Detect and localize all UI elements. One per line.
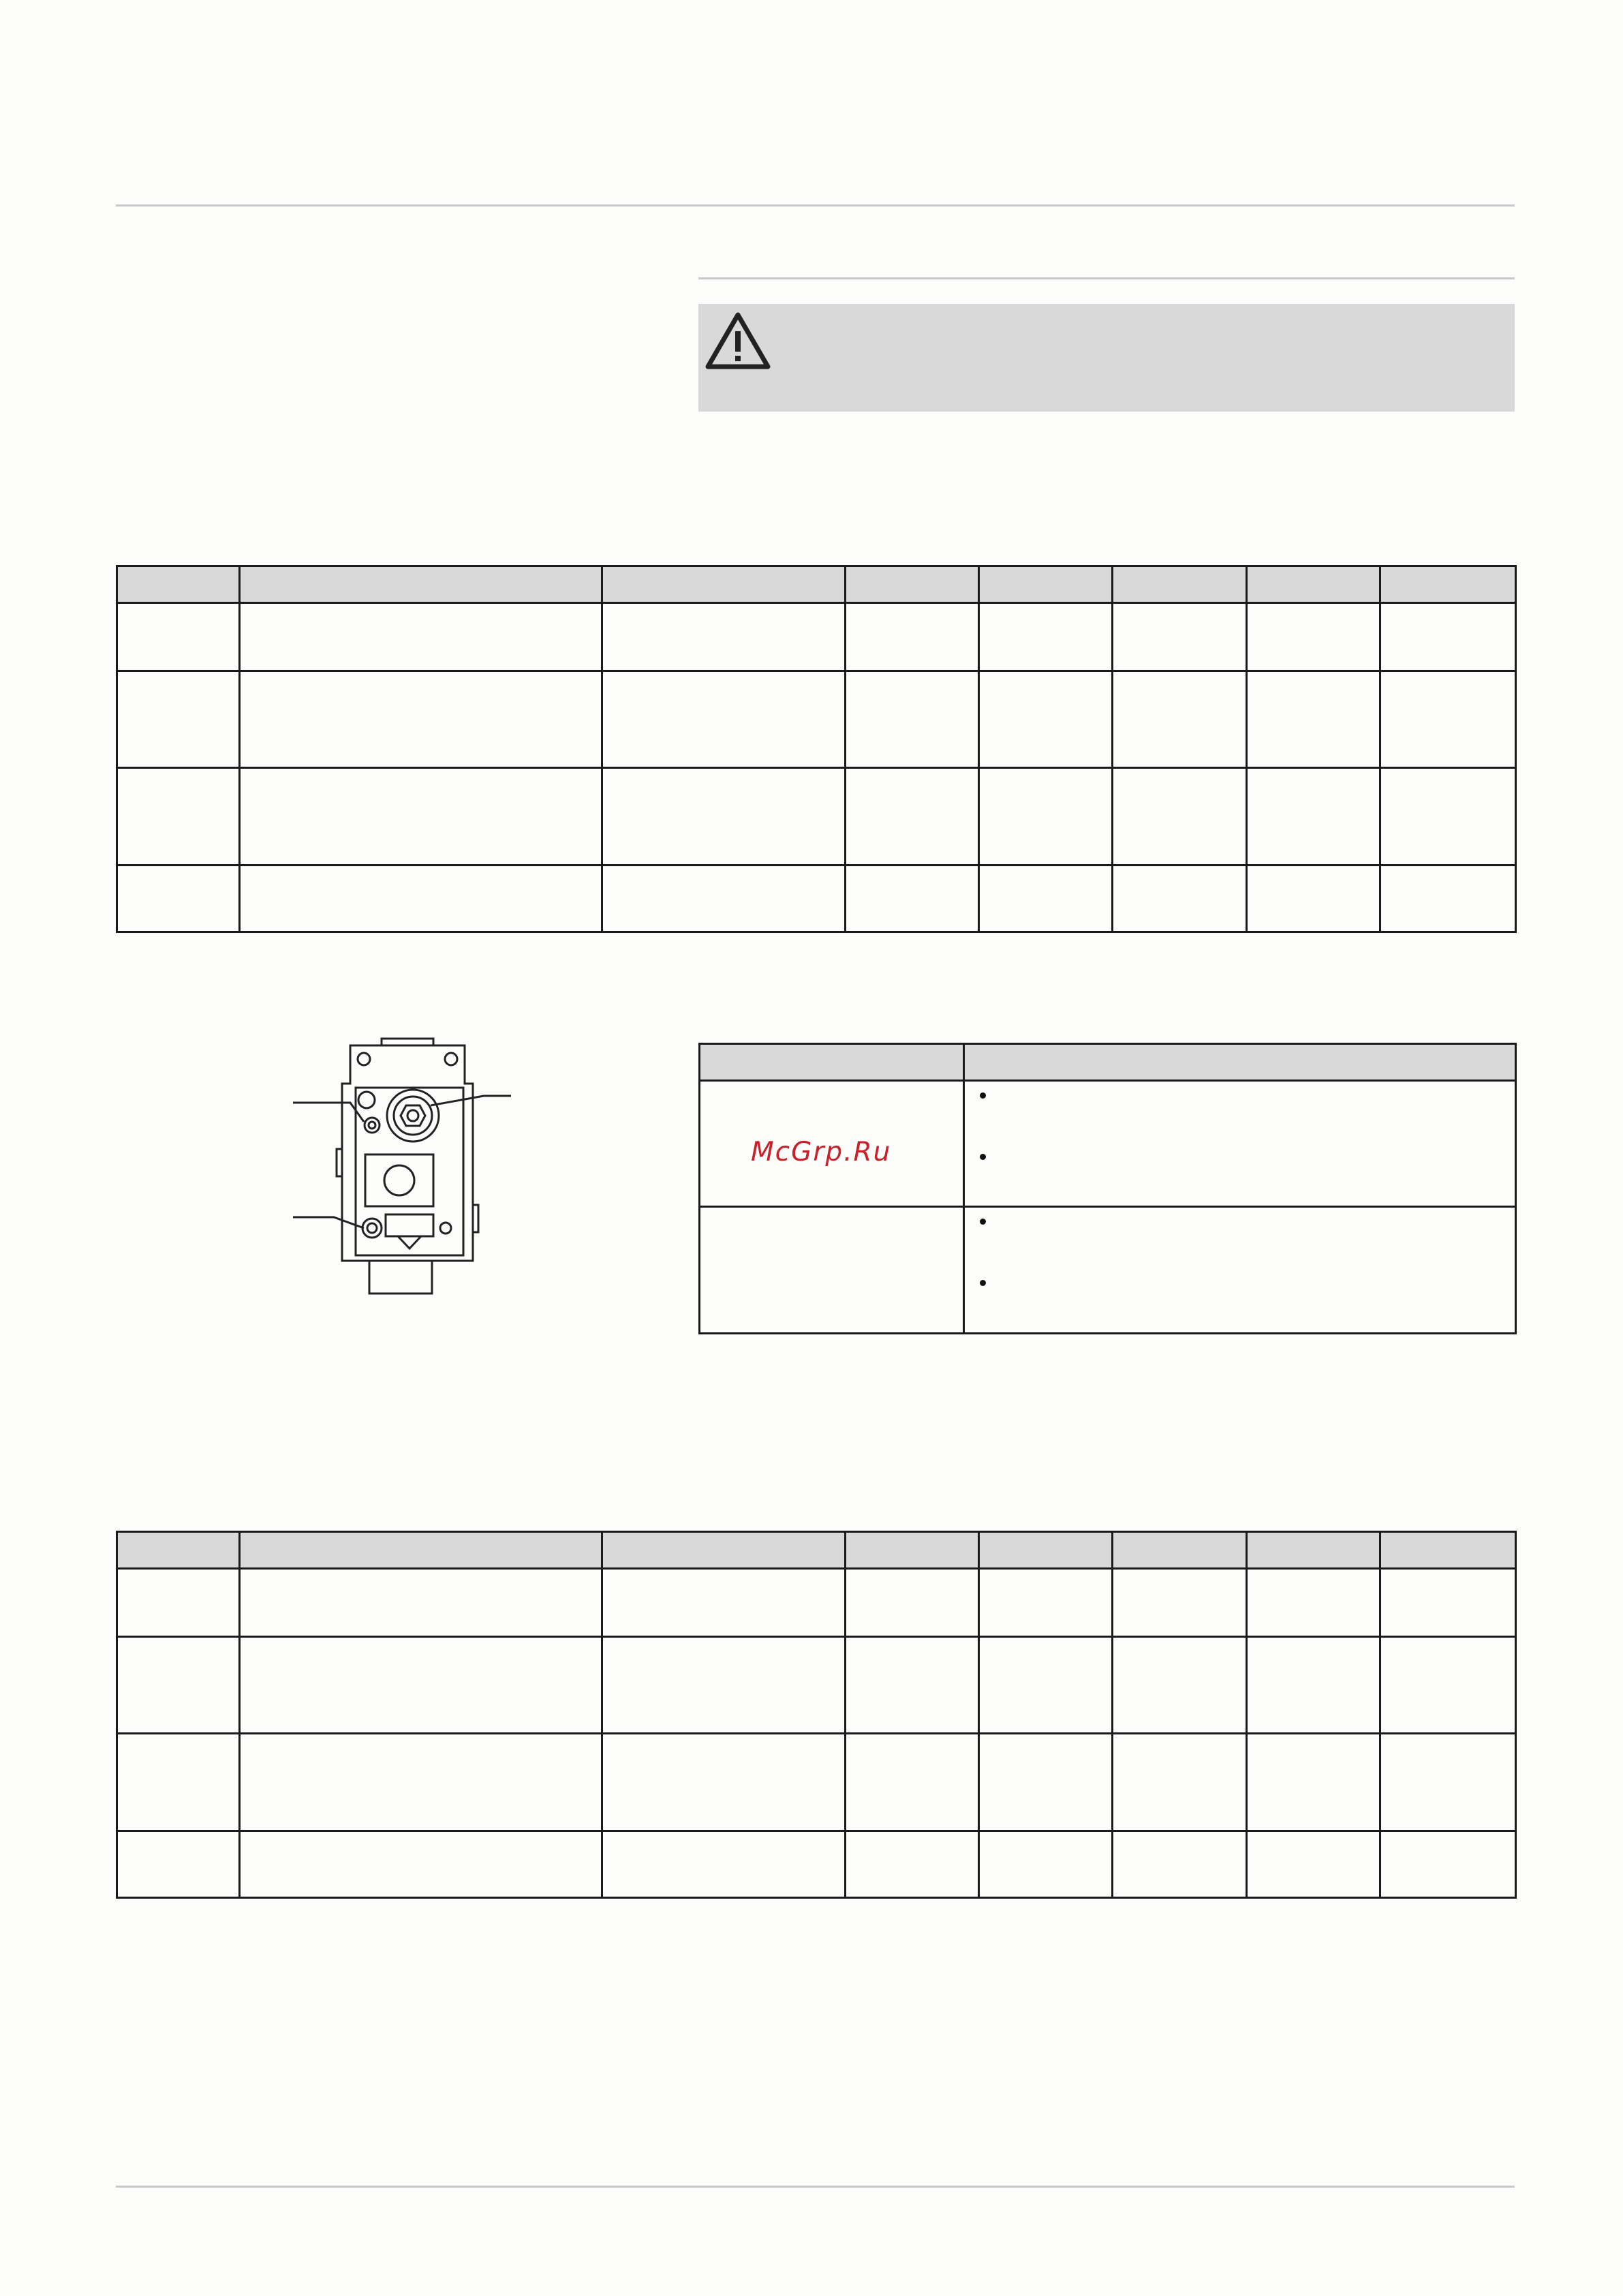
table-header-cell xyxy=(240,566,602,603)
table-cell xyxy=(979,1734,1113,1831)
table-header-row xyxy=(117,1532,1516,1569)
warning-box xyxy=(698,304,1515,412)
table-header-cell xyxy=(117,1532,240,1569)
table-cell xyxy=(846,866,979,932)
table-cell xyxy=(1113,1831,1247,1898)
table-header-cell xyxy=(964,1044,1516,1081)
table-cell xyxy=(602,768,846,866)
table-cell xyxy=(240,1637,602,1734)
warning-triangle-icon xyxy=(704,311,772,372)
table-cell xyxy=(979,1569,1113,1637)
table-cell xyxy=(979,1831,1113,1898)
table-cell xyxy=(1113,1734,1247,1831)
list-bullet xyxy=(980,1219,986,1225)
table-cell xyxy=(1380,1734,1516,1831)
table-cell xyxy=(117,866,240,932)
table-cell xyxy=(1380,1569,1516,1637)
table-row xyxy=(117,768,1516,866)
table-cell xyxy=(1380,1831,1516,1898)
table-header-cell xyxy=(1113,1532,1247,1569)
table-row xyxy=(700,1207,1516,1334)
table-header-cell xyxy=(602,566,846,603)
table-cell xyxy=(117,1569,240,1637)
table-cell xyxy=(1113,866,1247,932)
warning-top-rule xyxy=(698,277,1515,279)
list-bullet xyxy=(980,1092,986,1099)
table-header-cell xyxy=(117,566,240,603)
table-cell xyxy=(240,1831,602,1898)
table-header-row xyxy=(117,566,1516,603)
table-cell xyxy=(240,768,602,866)
table-cell xyxy=(1247,603,1380,671)
table-cell xyxy=(240,603,602,671)
bottom-table xyxy=(116,1531,1517,1899)
table-header-cell xyxy=(240,1532,602,1569)
table-cell xyxy=(1380,1637,1516,1734)
table-cell xyxy=(1247,768,1380,866)
table-header-cell xyxy=(1380,566,1516,603)
table-cell xyxy=(979,1637,1113,1734)
table-row xyxy=(117,603,1516,671)
table-cell xyxy=(240,1734,602,1831)
table-cell xyxy=(117,1831,240,1898)
table-header-cell xyxy=(846,566,979,603)
table-row xyxy=(117,1637,1516,1734)
table-row xyxy=(117,1569,1516,1637)
table-cell xyxy=(602,671,846,768)
table-cell xyxy=(1113,768,1247,866)
table-cell xyxy=(846,1569,979,1637)
table-cell xyxy=(979,866,1113,932)
bullet-cell xyxy=(964,1207,1516,1334)
table-header-cell xyxy=(1247,566,1380,603)
table-cell xyxy=(1247,1569,1380,1637)
table-header-cell xyxy=(979,1532,1113,1569)
table-row xyxy=(117,1734,1516,1831)
table-cell xyxy=(602,603,846,671)
table-header-cell xyxy=(700,1044,964,1081)
table-header-cell xyxy=(1113,566,1247,603)
table-header-cell xyxy=(1380,1532,1516,1569)
table-cell xyxy=(846,1734,979,1831)
table-cell xyxy=(602,1734,846,1831)
table-cell xyxy=(1247,1734,1380,1831)
table-cell xyxy=(979,671,1113,768)
status-cell xyxy=(700,1207,964,1334)
table-row xyxy=(117,866,1516,932)
table-row xyxy=(117,671,1516,768)
table-cell xyxy=(602,1637,846,1734)
list-bullet xyxy=(980,1154,986,1160)
table-cell xyxy=(1247,1831,1380,1898)
table-cell xyxy=(846,671,979,768)
list-bullet xyxy=(980,1280,986,1286)
table-cell xyxy=(1380,866,1516,932)
table-cell xyxy=(979,603,1113,671)
table-cell xyxy=(117,768,240,866)
bullet-cell xyxy=(964,1081,1516,1207)
table-cell xyxy=(1247,671,1380,768)
table-header-cell xyxy=(979,566,1113,603)
table-cell xyxy=(240,1569,602,1637)
table-cell xyxy=(1113,1637,1247,1734)
table-cell xyxy=(1247,866,1380,932)
table-cell xyxy=(1380,671,1516,768)
table-cell xyxy=(117,1637,240,1734)
table-cell xyxy=(240,866,602,932)
table-cell xyxy=(846,768,979,866)
header-rule xyxy=(116,204,1515,206)
table-cell xyxy=(846,1637,979,1734)
table-header-cell xyxy=(602,1532,846,1569)
table-cell xyxy=(240,671,602,768)
table-cell xyxy=(846,1831,979,1898)
table-cell xyxy=(1113,603,1247,671)
table-cell xyxy=(1247,1637,1380,1734)
table-cell xyxy=(979,768,1113,866)
top-table xyxy=(116,565,1517,933)
table-row xyxy=(117,1831,1516,1898)
table-cell xyxy=(602,1831,846,1898)
status-table xyxy=(698,1043,1517,1334)
table-header-cell xyxy=(846,1532,979,1569)
footer-rule xyxy=(116,2186,1515,2188)
table-cell xyxy=(117,603,240,671)
table-cell xyxy=(1113,1569,1247,1637)
table-header-row xyxy=(700,1044,1516,1081)
table-cell xyxy=(117,671,240,768)
watermark: McGrp.Ru xyxy=(751,1137,892,1167)
table-cell xyxy=(602,1569,846,1637)
table-cell xyxy=(1380,603,1516,671)
gas-valve-diagram xyxy=(279,1022,525,1308)
table-cell xyxy=(602,866,846,932)
table-header-cell xyxy=(1247,1532,1380,1569)
table-cell xyxy=(117,1734,240,1831)
table-cell xyxy=(846,603,979,671)
table-cell xyxy=(1113,671,1247,768)
table-cell xyxy=(1380,768,1516,866)
